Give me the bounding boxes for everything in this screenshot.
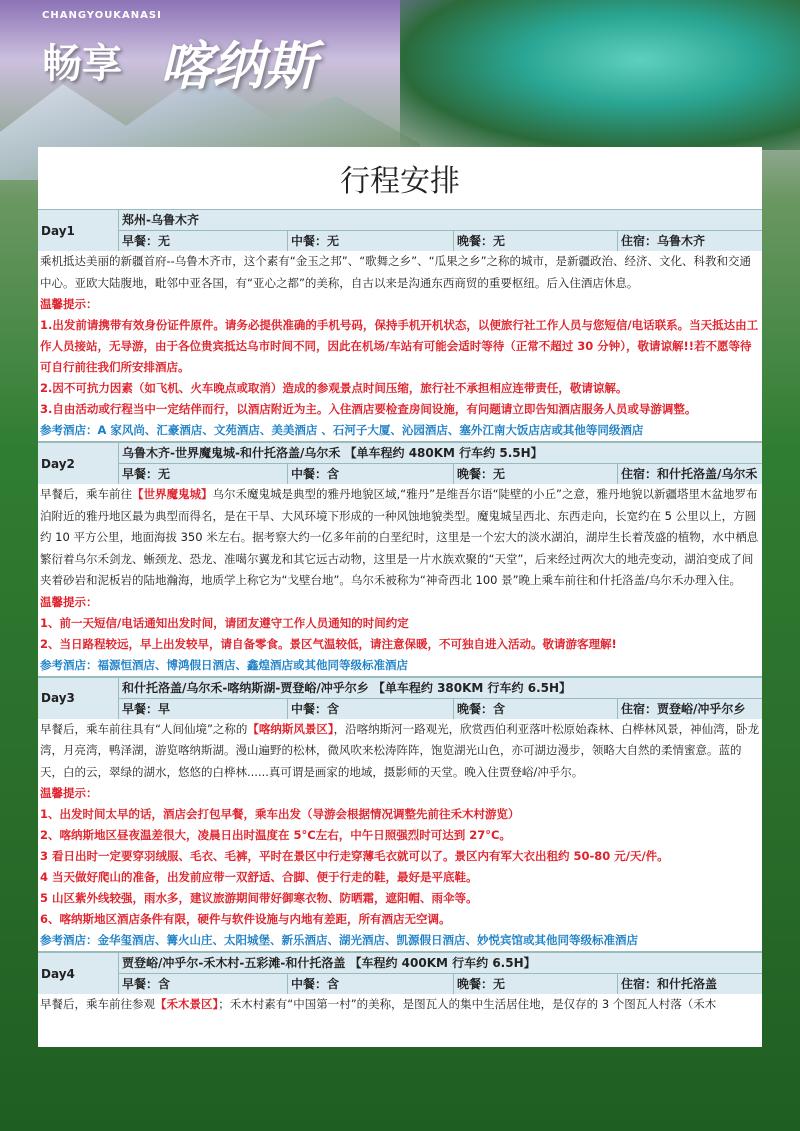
meals-row — [119, 464, 762, 484]
day-header — [38, 209, 762, 251]
tips-title: 温馨提示： — [40, 297, 98, 311]
tip-item: 1、出发时间太早的话，酒店会打包早餐，乘车出发（导游会根据情况调整先前往禾木村游览） — [40, 807, 520, 821]
day-route: 和什托洛盖/乌尔禾-喀纳斯湖-贾登峪/冲乎尔乡 【单车程约 380KM 行车约 6.5H】 — [119, 678, 762, 699]
tips-title: 温馨提示： — [40, 594, 98, 609]
dinner: 晚餐：含 — [454, 699, 618, 719]
reference-hotels: 参考酒店：福源恒酒店、博鸿假日酒店、鑫煌酒店或其他同等级标准酒店 — [38, 655, 762, 677]
day-route: 贾登峪/冲乎尔-禾木村-五彩滩-和什托洛盖 【车程约 400KM 行车约 6.5H】 — [119, 953, 762, 974]
lunch: 中餐：含 — [288, 974, 454, 994]
day-label: Day3 — [38, 678, 119, 719]
brand-subtitle: CHANGYOUKANASI — [42, 10, 162, 21]
meals-row — [119, 699, 762, 719]
brand-header — [42, 10, 317, 97]
day-description: 早餐后，乘车前往参观【禾木景区】；禾木村素有“中国第一村”的美称，是图瓦人的集中生活居住地，是仅存的 3 个图瓦人村落（禾木 — [40, 997, 717, 1011]
day-label: Day1 — [38, 210, 119, 251]
tip-item: 4 当天做好爬山的准备，出发前应带一双舒适、合脚、便于行走的鞋，最好是平底鞋。 — [40, 870, 478, 884]
tip-item: 6、喀纳斯地区酒店条件有限，硬件与软件设施与内地有差距，所有酒店无空调。 — [40, 912, 451, 926]
breakfast: 早餐：无 — [119, 231, 288, 251]
day-header — [38, 677, 762, 719]
day-description: 早餐后，乘车前往【世界魔鬼城】乌尔禾魔鬼城是典型的雅丹地貌区域,“雅丹”是维吾尔语“陡壁的小丘”之意，雅丹地貌以新疆塔里木盆地罗布泊附近的雅丹地区最为典型而得名，是在干旱、大风环境下形成的一种风蚀地貌类型。魔鬼城呈西北、东西走向，长宽约在 5 公里以上，方圆约 10 平方公里，地面海拔 350 米左右。据考察大约一亿多年前的白垩纪时，这里是一个宏大的淡水湖泊，湖岸生长着茂盛的植物，水中栖息繁衍着乌尔禾剑龙、蜥颈龙、恐龙、准噶尔翼龙和其它远古动物，这里是一片水族欢聚的“天堂”，后来经过两次大的地壳变动，湖泊变成了间夹着砂岩和泥板岩的陆地瀚海，地质学上称它为“戈壁台地”。乌尔禾被称为“神奇西北 100 景”晚上乘车前往和什托洛盖/乌尔禾办理入住。 — [40, 487, 759, 587]
tip-item: 3 看日出时一定要穿羽绒服、毛衣、毛裤，平时在景区中行走穿薄毛衣就可以了。景区内有军大衣出租约 50-80 元/天/件。 — [40, 849, 669, 863]
lunch: 中餐：含 — [288, 464, 454, 484]
brand-title-script: 喀纳斯 — [160, 36, 317, 97]
tip-item: 2、当日路程较远，早上出发较早，请自备零食。景区气温较低，请注意保暖，不可独自进入活动。敬请游客理解! — [40, 636, 617, 651]
tips-title: 温馨提示： — [40, 786, 98, 800]
tip-item: 2、喀纳斯地区昼夜温差很大，凌晨日出时温度在 5°C左右，中午日照强烈时可达到 27°C。 — [40, 828, 511, 842]
breakfast: 早餐：含 — [119, 974, 288, 994]
reference-hotels: 参考酒店：金华玺酒店、篝火山庄、太阳城堡、新乐酒店、湖光酒店、凯源假日酒店、妙悦宾馆或其他同等级标准酒店 — [38, 930, 762, 952]
lodging: 住宿：和什托洛盖 — [621, 977, 718, 991]
day-header — [38, 442, 762, 484]
itinerary-card — [38, 147, 762, 1047]
breakfast: 早餐：无 — [119, 464, 288, 484]
reference-hotels: 参考酒店：A 家风尚、汇豪酒店、文苑酒店、美美酒店 、石河子大厦、沁园酒店、塞外江南大饭店店或其他等同级酒店 — [38, 420, 762, 442]
tip-item: 5 山区紫外线较强，雨水多，建议旅游期间带好御寒衣物、防晒霜，遮阳帽、雨伞等。 — [40, 891, 478, 905]
day-header — [38, 952, 762, 994]
day-route: 郑州-乌鲁木齐 — [119, 210, 762, 231]
tip-item: 2.因不可抗力因素（如飞机、火车晚点或取消）造成的参观景点时间压缩，旅行社不承担相应连带责任，敬请谅解。 — [40, 381, 628, 395]
dinner: 晚餐：无 — [454, 974, 618, 994]
dinner: 晚餐：无 — [454, 231, 618, 251]
day-description: 乘机抵达美丽的新疆首府--乌鲁木齐市，这个素有“金玉之邦”、“歌舞之乡”、“瓜果之乡”之称的城市，是新疆政治、经济、文化、科教和交通中心。亚欧大陆腹地，毗邻中亚各国，有“亚心之都”的美称，自古以来是沟通东西商贸的重要枢纽。后入住酒店休息。 — [40, 254, 752, 290]
lodging: 住宿：贾登峪/冲乎尔乡 — [621, 701, 746, 716]
dinner: 晚餐：无 — [454, 464, 618, 484]
tip-item: 1、前一天短信/电话通知出发时间，请团友遵守工作人员通知的时间约定 — [40, 615, 409, 630]
breakfast: 早餐：早 — [119, 699, 288, 719]
meals-row — [119, 974, 762, 994]
day-label: Day4 — [38, 953, 119, 994]
page-title: 行程安排 — [340, 164, 460, 199]
lunch: 中餐：含 — [288, 699, 454, 719]
day-label: Day2 — [38, 443, 119, 484]
tip-item: 3.自由活动或行程当中一定结伴而行，以酒店附近为主。入住酒店要检查房间设施，有问题请立即告知酒店服务人员或导游调整。 — [40, 402, 697, 416]
tip-item: 1.出发前请携带有效身份证件原件。请务必提供准确的手机号码，保持手机开机状态，以便旅行社工作人员与您短信/电话联系。当天抵达由工作人员接站，无导游，由于各位贵宾抵达乌市时间不同，因此在机场/车站有可能会适时等待（正常不超过 30 分钟），敬请谅解!!若不愿等待可自行前往我们所安排酒店。 — [40, 318, 759, 374]
day-description: 早餐后，乘车前往具有“人间仙境”之称的【喀纳斯风景区】，沿喀纳斯河一路观光，欣赏西伯利亚落叶松原始森林、白桦林风景，神仙湾，卧龙湾，月亮湾，鸭泽湖，游览喀纳斯湖。漫山遍野的松林，微风吹来松涛阵阵，饱览湖光山色，亦可湖边漫步，领略大自然的柔情蜜意。蓝的天，白的云，翠绿的湖水，悠悠的白桦林......真可谓是画家的地域，摄影师的天堂。晚入住贾登峪/冲乎尔。 — [40, 721, 760, 779]
lodging: 住宿：和什托洛盖/乌尔禾 — [621, 467, 758, 481]
day-route: 乌鲁木齐-世界魔鬼城-和什托洛盖/乌尔禾 【单车程约 480KM 行车约 5.5H】 — [119, 443, 762, 464]
lunch: 中餐：无 — [288, 231, 454, 251]
meals-row — [119, 231, 762, 251]
lodging: 住宿：乌鲁木齐 — [621, 234, 706, 248]
lake-image — [400, 0, 800, 150]
brand-title-main: 畅享 — [42, 41, 122, 87]
